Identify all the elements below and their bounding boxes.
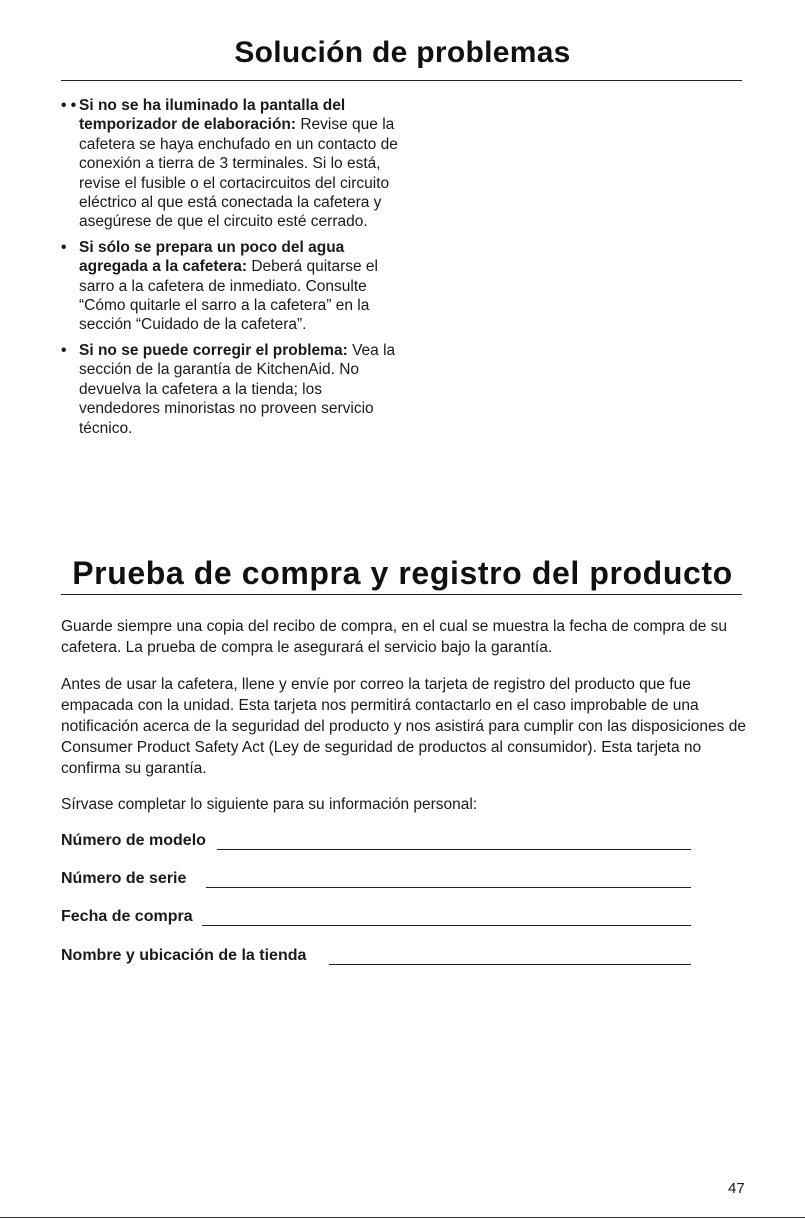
bullet-marker: • xyxy=(61,341,67,359)
purchase-date-field[interactable] xyxy=(61,908,193,926)
title-divider xyxy=(61,80,742,81)
model-number-field[interactable] xyxy=(61,832,206,850)
page-bottom-border xyxy=(0,1217,805,1218)
title-divider xyxy=(61,594,742,595)
item-text: Vea la sección de la garantía de KitchenAid. No devuelva la cafetera a la tienda; los vendedores minoristas no proveen servicio técnico. xyxy=(79,341,396,437)
fill-in-line[interactable] xyxy=(202,925,691,926)
bullet-marker: • xyxy=(61,238,67,256)
paragraph-registration-card: Antes de usar la cafetera, llene y envíe por correo la tarjeta de registro del producto que fue empacada con la unidad. Esta tarjeta nos permitirá contactarlo en el caso improbable de una notificación acerca de la seguridad del producto y nos asistirá para cumplir con las disposiciones de Consumer Product Safety Act (Ley de seguridad de productos al consumidor). Esta tarjeta no confirma su garantía. xyxy=(61,676,746,777)
item-heading: Si sólo se prepara un poco del agua agregada a la cafetera: xyxy=(79,238,345,276)
paragraph-instructions: Sírvase completar lo siguiente para su información personal: xyxy=(61,796,478,813)
page-number: 47 xyxy=(728,1180,745,1197)
item-heading: Si no se ha iluminado la pantalla del temporizador de elaboración: xyxy=(79,97,346,134)
field-label: Número de serie xyxy=(61,870,187,887)
field-label: Fecha de compra xyxy=(61,908,193,925)
fill-in-line[interactable] xyxy=(206,887,691,888)
store-name-location-field[interactable] xyxy=(61,947,306,965)
paragraph-receipt: Guarde siempre una copia del recibo de compra, en el cual se muestra la fecha de compra de su cafetera. La prueba de compra le asegurará el servicio bajo la garantía. xyxy=(61,618,728,656)
item-heading: Si no se puede corregir el problema: xyxy=(79,341,348,359)
registration-title: Prueba de compra y registro del producto xyxy=(72,555,733,591)
serial-number-field[interactable] xyxy=(61,870,186,888)
troubleshooting-item xyxy=(61,96,401,232)
troubleshooting-item xyxy=(61,238,401,335)
troubleshooting-list xyxy=(61,96,401,444)
fill-in-line[interactable] xyxy=(217,849,691,850)
field-label: Nombre y ubicación de la tienda xyxy=(61,947,307,964)
bullet-marker: • • xyxy=(61,97,77,114)
troubleshooting-item xyxy=(61,341,401,438)
item-text: Deberá quitarse el sarro a la cafetera de inmediato. Consulte “Cómo quitarle el sarro a la cafetera” en la sección “Cuidado de la cafetera”. xyxy=(79,258,378,334)
item-text: Revise que la cafetera se haya enchufado en un contacto de conexión a tierra de 3 terminales. Si lo está, revise el fusible o el cortacircuitos del circuito eléctrico al que está conectada la cafetera y asegúrese de que el circuito esté cerrado. xyxy=(79,116,398,231)
fill-in-line[interactable] xyxy=(329,964,691,965)
troubleshooting-title: Solución de problemas xyxy=(234,36,571,69)
field-label: Número de modelo xyxy=(61,832,206,849)
